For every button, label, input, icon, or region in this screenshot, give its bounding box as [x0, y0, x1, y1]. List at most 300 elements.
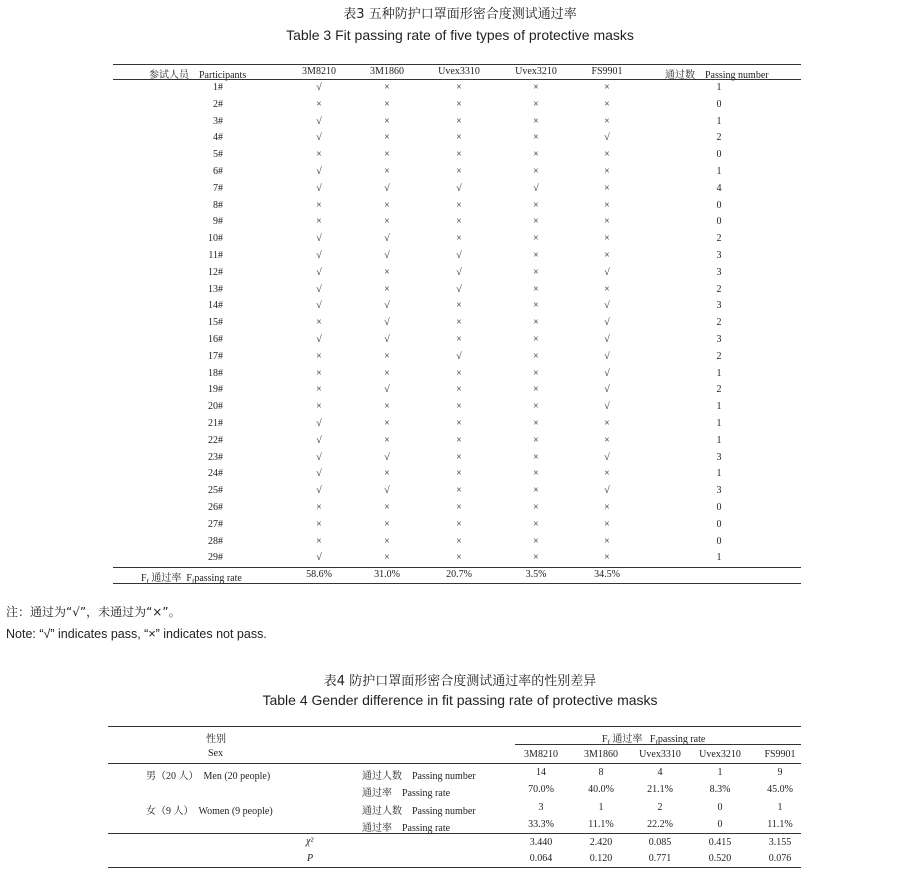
table-cell-id: 20#: [208, 401, 223, 413]
table-row: [113, 351, 801, 368]
table-cell-m5: √: [604, 266, 610, 278]
table-cell-n: 1: [716, 434, 722, 446]
table-cell-m1: √: [316, 132, 322, 144]
table-cell-m4: √: [533, 182, 539, 194]
table-cell-m4: ×: [533, 266, 539, 278]
men-number-2: 8: [598, 767, 604, 778]
women-rate-4: 0: [717, 819, 723, 830]
table3-title-cn: 表3 五种防护口罩面形密合度测试通过率: [343, 7, 577, 22]
table-cell-m5: ×: [604, 199, 610, 211]
men-number-label: 通过人数 Passing number: [362, 771, 476, 782]
p-value-5: 0.076: [768, 853, 792, 864]
table-cell-m5: ×: [604, 518, 610, 530]
table-cell-m4: ×: [533, 401, 539, 413]
table-cell-m5: ×: [604, 115, 610, 127]
table-cell-m1: √: [316, 334, 322, 345]
table-row: [113, 536, 801, 553]
footer-label: $F_f$ 通过率 $F_fpassing$ rate: [141, 573, 242, 586]
table-cell-m2: ×: [384, 367, 390, 379]
women-number-1: 3: [538, 802, 544, 813]
table-row: [113, 334, 801, 351]
table-cell-id: 18#: [208, 367, 223, 379]
table3-header-rule: [113, 79, 801, 80]
table-cell-m1: ×: [316, 317, 322, 329]
chi2-value-4: 0.415: [708, 837, 732, 848]
table-cell-id: 9#: [213, 216, 223, 228]
table-cell-id: 12#: [208, 266, 223, 278]
table-cell-id: 23#: [208, 451, 223, 463]
women-rate-1: 33.3%: [528, 819, 554, 830]
table-cell-m1: √: [316, 233, 322, 245]
table-cell-m3: ×: [456, 233, 462, 245]
table-cell-n: 4: [716, 182, 722, 194]
table-cell-m4: ×: [533, 115, 539, 127]
table-cell-m4: ×: [533, 334, 539, 345]
t4-model-4: Uvex3210: [699, 749, 741, 760]
men-rate-3: 21.1%: [647, 784, 673, 795]
p-value-1: 0.064: [529, 853, 553, 864]
table-cell-m3: ×: [456, 115, 462, 127]
table-row: [113, 166, 801, 183]
table-cell-id: 15#: [208, 317, 223, 329]
table-cell-m1: ×: [316, 384, 322, 396]
men-rate-1: 70.0%: [528, 784, 554, 795]
table-cell-m1: √: [316, 166, 322, 177]
table-cell-m2: ×: [384, 216, 390, 228]
table3-bottom-rule: [113, 583, 801, 584]
table-cell-m2: ×: [384, 502, 390, 513]
table-cell-m3: ×: [456, 418, 462, 429]
table-cell-m1: √: [316, 266, 322, 278]
table-cell-m3: ×: [456, 98, 462, 110]
table-cell-id: 16#: [208, 334, 223, 345]
table-cell-m2: ×: [384, 468, 390, 480]
table-cell-m2: ×: [384, 199, 390, 211]
women-rate-3: 22.2%: [647, 819, 673, 830]
table-row: [113, 300, 801, 317]
table-cell-m3: ×: [456, 216, 462, 228]
women-rate-5: 11.1%: [767, 819, 793, 830]
table-cell-m1: ×: [316, 216, 322, 228]
table4: [108, 726, 801, 868]
table4-header-rule: [108, 763, 801, 764]
table-cell-m1: √: [316, 82, 322, 93]
table-cell-m1: ×: [316, 149, 322, 161]
table-cell-id: 10#: [208, 233, 223, 245]
table-row: [113, 267, 801, 284]
table-row: [113, 468, 801, 485]
table-cell-m3: ×: [456, 401, 462, 413]
table-cell-m4: ×: [533, 418, 539, 429]
table-cell-n: 1: [716, 418, 722, 429]
table-cell-m5: ×: [604, 166, 610, 177]
table-cell-m4: ×: [533, 434, 539, 446]
table3-footer-rule: [113, 567, 801, 568]
table-cell-m3: ×: [456, 300, 462, 312]
table-cell-n: 0: [716, 199, 722, 211]
table-row: [113, 116, 801, 133]
table-cell-m1: √: [316, 283, 322, 295]
table-cell-m2: √: [384, 384, 390, 396]
table-cell-id: 1#: [213, 82, 223, 93]
table-cell-id: 3#: [213, 115, 223, 127]
table-cell-m5: √: [604, 384, 610, 396]
table-cell-m5: ×: [604, 535, 610, 547]
table-cell-m4: ×: [533, 502, 539, 513]
chi2-value-2: 2.420: [589, 837, 613, 848]
table-cell-m5: √: [604, 451, 610, 463]
table3-top-rule: [113, 64, 801, 65]
women-rate-label: 通过率 Passing rate: [362, 823, 451, 834]
sex-label-en: Sex: [208, 748, 223, 759]
table-cell-m4: ×: [533, 283, 539, 295]
table-cell-m4: ×: [533, 199, 539, 211]
women-label: 女（9 人） Women (9 people): [146, 806, 273, 817]
men-number-4: 1: [717, 767, 723, 778]
t4-model-3: Uvex3310: [639, 749, 681, 760]
table-cell-id: 26#: [208, 502, 223, 513]
table-cell-m2: √: [384, 317, 390, 329]
table-cell-m2: ×: [384, 166, 390, 177]
table-cell-m3: √: [456, 283, 462, 295]
table-cell-m4: ×: [533, 98, 539, 110]
footer-rate-5: 34.5%: [594, 569, 620, 580]
t4-model-2: 3M1860: [584, 749, 618, 760]
table-cell-n: 3: [716, 451, 722, 463]
table-cell-m4: ×: [533, 485, 539, 497]
table-cell-m3: ×: [456, 535, 462, 547]
chi2-label: χ²: [306, 836, 314, 847]
table-cell-n: 0: [716, 98, 722, 110]
group-header: $F_f$ 通过率 $F_fpassing$ rate: [602, 734, 706, 747]
men-rate-2: 40.0%: [588, 784, 614, 795]
table-cell-m3: √: [456, 250, 462, 261]
table-cell-m2: ×: [384, 350, 390, 362]
table-row: [113, 233, 801, 250]
table-cell-m2: ×: [384, 552, 390, 564]
table-cell-id: 22#: [208, 434, 223, 446]
table-cell-m5: √: [604, 350, 610, 362]
header-model-4: Uvex3210: [515, 66, 557, 77]
header-model-2: 3M1860: [370, 66, 404, 77]
chi2-value-3: 0.085: [648, 837, 672, 848]
table-cell-n: 1: [716, 468, 722, 480]
table-cell-m5: ×: [604, 233, 610, 245]
table-cell-id: 6#: [213, 166, 223, 177]
table-cell-m2: ×: [384, 98, 390, 110]
table-cell-id: 24#: [208, 468, 223, 480]
table-row: [113, 200, 801, 217]
sex-label-cn: 性别: [206, 734, 226, 745]
table4-stats-rule: [108, 833, 801, 834]
table-cell-n: 1: [716, 401, 722, 413]
note-cn: 注：通过为“√”，未通过为“×”。: [6, 605, 181, 619]
table-cell-n: 0: [716, 502, 722, 513]
table-cell-m4: ×: [533, 82, 539, 93]
table-cell-m4: ×: [533, 149, 539, 161]
table-row: [113, 452, 801, 469]
table-cell-n: 1: [716, 367, 722, 379]
table-row: [113, 250, 801, 267]
table3-header-row: [113, 66, 801, 83]
table-cell-m3: ×: [456, 199, 462, 211]
group-header-en: passing rate: [657, 734, 706, 745]
women-number-label: 通过人数 Passing number: [362, 806, 476, 817]
table-cell-id: 21#: [208, 418, 223, 429]
table-cell-m5: ×: [604, 552, 610, 564]
women-number-3: 2: [657, 802, 663, 813]
table-cell-n: 2: [716, 283, 722, 295]
header-model-1: 3M8210: [302, 66, 336, 77]
table-cell-m3: ×: [456, 485, 462, 497]
table-cell-m3: √: [456, 182, 462, 194]
table-cell-n: 1: [716, 552, 722, 564]
table4-bottom-rule: [108, 867, 801, 868]
table-cell-m2: √: [384, 334, 390, 345]
footer-label-en: passing rate: [194, 573, 242, 584]
header-passing-number: 通过数 Passing number: [665, 70, 769, 81]
table-cell-m2: ×: [384, 115, 390, 127]
table-cell-m5: √: [604, 317, 610, 329]
table-row: [113, 519, 801, 536]
table-cell-m2: ×: [384, 266, 390, 278]
table-cell-n: 2: [716, 132, 722, 144]
table-row: [113, 82, 801, 99]
table-cell-m4: ×: [533, 233, 539, 245]
table-row: [113, 284, 801, 301]
table-cell-m3: ×: [456, 149, 462, 161]
table-cell-n: 1: [716, 115, 722, 127]
t4-model-1: 3M8210: [524, 749, 558, 760]
table-cell-m4: ×: [533, 468, 539, 480]
table-cell-n: 3: [716, 485, 722, 497]
table-cell-m4: ×: [533, 384, 539, 396]
table-cell-m3: ×: [456, 334, 462, 345]
table-cell-m2: √: [384, 233, 390, 245]
table-cell-m5: ×: [604, 216, 610, 228]
table-cell-id: 11#: [208, 250, 223, 261]
table-cell-m4: ×: [533, 132, 539, 144]
header-model-5: FS9901: [591, 66, 623, 77]
table-cell-n: 2: [716, 350, 722, 362]
table-cell-m4: ×: [533, 535, 539, 547]
table4-title-cn: 表4 防护口罩面形密合度测试通过率的性别差异: [323, 674, 597, 689]
p-value-3: 0.771: [648, 853, 672, 864]
table-cell-m5: ×: [604, 82, 610, 93]
table-cell-m5: ×: [604, 182, 610, 194]
table4-title-en: Table 4 Gender difference in fit passing rate of protective masks: [262, 692, 658, 708]
men-rate-label: 通过率 Passing rate: [362, 788, 451, 799]
table-cell-m4: ×: [533, 350, 539, 362]
women-number-5: 1: [777, 802, 783, 813]
table-cell-n: 3: [716, 250, 722, 261]
table-cell-n: 0: [716, 149, 722, 161]
table-cell-n: 0: [716, 518, 722, 530]
table-cell-m3: ×: [456, 451, 462, 463]
table-cell-m3: ×: [456, 552, 462, 564]
table-cell-id: 19#: [208, 384, 223, 396]
table-cell-id: 4#: [213, 132, 223, 144]
women-number-4: 0: [717, 802, 723, 813]
table-cell-m3: √: [456, 266, 462, 278]
table-cell-m2: √: [384, 451, 390, 463]
men-label: 男（20 人） Men (20 people): [146, 771, 271, 782]
table-row: [113, 317, 801, 334]
table-cell-m2: ×: [384, 535, 390, 547]
table-cell-m2: ×: [384, 401, 390, 413]
table-cell-m3: ×: [456, 502, 462, 513]
note-en: Note: “√” indicates pass, “×” indicates not pass.: [6, 627, 267, 641]
table-cell-m5: √: [604, 300, 610, 312]
table-cell-m3: ×: [456, 518, 462, 530]
table-cell-m4: ×: [533, 367, 539, 379]
chi2-value-5: 3.155: [768, 837, 792, 848]
table-cell-n: 1: [716, 82, 722, 93]
table-cell-m2: ×: [384, 434, 390, 446]
table-cell-m5: √: [604, 367, 610, 379]
table-cell-m2: √: [384, 250, 390, 261]
table-cell-m5: √: [604, 485, 610, 497]
p-value-4: 0.520: [708, 853, 732, 864]
table-cell-m3: ×: [456, 166, 462, 177]
table-cell-m5: ×: [604, 502, 610, 513]
table-cell-m1: ×: [316, 502, 322, 513]
table-cell-m3: ×: [456, 384, 462, 396]
table-cell-m3: ×: [456, 317, 462, 329]
table-cell-id: 13#: [208, 283, 223, 295]
table-cell-id: 2#: [213, 98, 223, 110]
table-cell-m1: ×: [316, 98, 322, 110]
table-cell-m5: ×: [604, 418, 610, 429]
table-cell-m2: ×: [384, 82, 390, 93]
footer-rate-4: 3.5%: [525, 569, 547, 580]
table-cell-m1: √: [316, 418, 322, 429]
chi2-value-1: 3.440: [529, 837, 553, 848]
p-value-2: 0.120: [589, 853, 613, 864]
table-cell-n: 0: [716, 535, 722, 547]
table-cell-m5: ×: [604, 468, 610, 480]
table-cell-m1: √: [316, 182, 322, 194]
table-cell-m5: √: [604, 334, 610, 345]
table-row: [113, 132, 801, 149]
women-number-2: 1: [598, 802, 604, 813]
table-cell-m1: ×: [316, 367, 322, 379]
footer-rate-2: 31.0%: [374, 569, 400, 580]
table-cell-m2: ×: [384, 418, 390, 429]
table-cell-m1: √: [316, 300, 322, 312]
table-cell-m5: √: [604, 401, 610, 413]
table-cell-m1: √: [316, 434, 322, 446]
table-cell-m2: √: [384, 300, 390, 312]
table-cell-n: 0: [716, 216, 722, 228]
table-row: [113, 502, 801, 519]
table-row: [113, 418, 801, 435]
table-cell-m5: √: [604, 132, 610, 144]
table-cell-m4: ×: [533, 216, 539, 228]
table-row: [113, 485, 801, 502]
table-cell-m3: ×: [456, 434, 462, 446]
footer-rate-3: 20.7%: [446, 569, 472, 580]
footer-label-cn: 通过率: [151, 573, 182, 584]
men-rate-5: 45.0%: [767, 784, 793, 795]
table-row: [113, 401, 801, 418]
table-cell-m2: √: [384, 182, 390, 194]
table-cell-m4: ×: [533, 518, 539, 530]
table-cell-n: 2: [716, 317, 722, 329]
men-number-5: 9: [777, 767, 783, 778]
table-cell-m5: ×: [604, 434, 610, 446]
table-cell-m3: ×: [456, 82, 462, 93]
table-cell-m2: √: [384, 485, 390, 497]
table-cell-m5: ×: [604, 250, 610, 261]
table-cell-n: 3: [716, 266, 722, 278]
table-cell-n: 1: [716, 166, 722, 177]
table-cell-m5: ×: [604, 98, 610, 110]
table-cell-m4: ×: [533, 552, 539, 564]
men-number-1: 14: [536, 767, 546, 778]
header-model-3: Uvex3310: [438, 66, 480, 77]
women-rate-2: 11.1%: [588, 819, 614, 830]
table-cell-m3: √: [456, 350, 462, 362]
table-row: [113, 216, 801, 233]
table-cell-id: 7#: [213, 182, 223, 194]
table-cell-m1: ×: [316, 199, 322, 211]
table-cell-m1: √: [316, 468, 322, 480]
table-cell-n: 3: [716, 334, 722, 345]
table-cell-m2: ×: [384, 149, 390, 161]
table-cell-m1: √: [316, 451, 322, 463]
table-row: [113, 368, 801, 385]
table-cell-id: 27#: [208, 518, 223, 530]
table-cell-id: 14#: [208, 300, 223, 312]
table-cell-id: 5#: [213, 149, 223, 161]
table-cell-n: 2: [716, 384, 722, 396]
footer-rate-1: 58.6%: [306, 569, 332, 580]
table-cell-m5: ×: [604, 149, 610, 161]
table-cell-m1: √: [316, 485, 322, 497]
table-cell-n: 2: [716, 233, 722, 245]
table-cell-m4: ×: [533, 166, 539, 177]
table-cell-m1: ×: [316, 535, 322, 547]
table-cell-n: 3: [716, 300, 722, 312]
table-cell-m1: √: [316, 115, 322, 127]
table-cell-m4: ×: [533, 451, 539, 463]
table-cell-m1: ×: [316, 350, 322, 362]
table4-top-rule: [108, 726, 801, 727]
table4-subheader-rule: [515, 744, 801, 745]
group-header-cn: 通过率: [612, 734, 643, 745]
p-label: P: [307, 853, 314, 864]
men-rate-4: 8.3%: [709, 784, 731, 795]
table-cell-m3: ×: [456, 468, 462, 480]
table-cell-m3: ×: [456, 132, 462, 144]
table-row: [113, 149, 801, 166]
table-row: [113, 183, 801, 200]
table-cell-m2: ×: [384, 132, 390, 144]
header-participants: 参试人员 Participants: [149, 70, 247, 81]
table-cell-m5: ×: [604, 283, 610, 295]
table-cell-id: 28#: [208, 535, 223, 547]
table-cell-m1: √: [316, 250, 322, 261]
table-cell-m4: ×: [533, 250, 539, 261]
table-cell-id: 17#: [208, 350, 223, 362]
men-number-3: 4: [657, 767, 663, 778]
table-cell-m1: ×: [316, 518, 322, 530]
table-cell-m2: ×: [384, 518, 390, 530]
table-cell-id: 29#: [208, 552, 223, 564]
table-cell-m1: ×: [316, 401, 322, 413]
table-cell-m4: ×: [533, 317, 539, 329]
